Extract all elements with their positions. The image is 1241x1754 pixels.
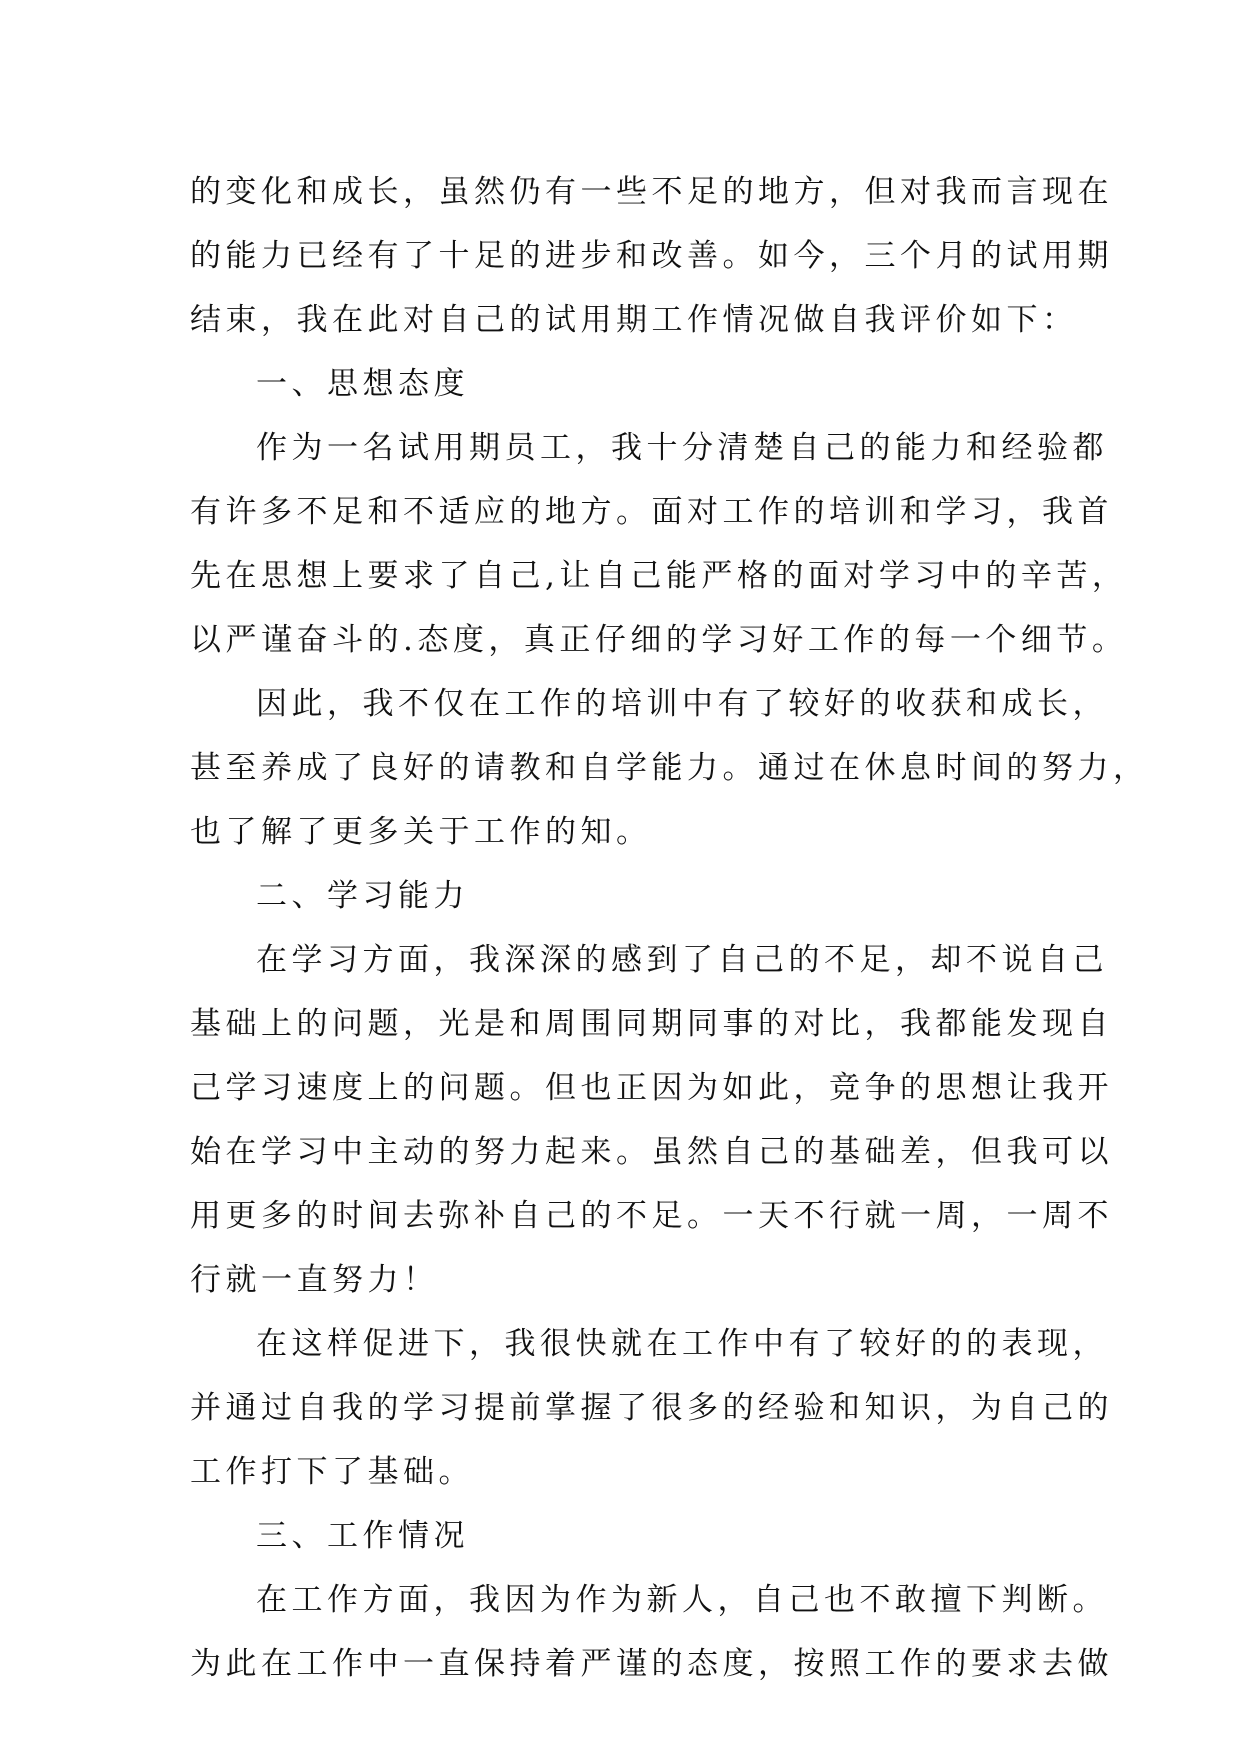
text-line: 基础上的问题，光是和周围同期同事的对比，我都能发现自 xyxy=(190,1006,1113,1042)
text-line: 作为一名试用期员工，我十分清楚自己的能力和经验都 xyxy=(256,430,1108,466)
document-body xyxy=(190,160,1149,1696)
text-line: 结束，我在此对自己的试用期工作情况做自我评价如下： xyxy=(190,302,1078,338)
text-line: 的能力已经有了十足的进步和改善。如今，三个月的试用期 xyxy=(190,238,1113,274)
text-line: 因此，我不仅在工作的培训中有了较好的收获和成长， xyxy=(256,686,1108,722)
section-heading: 一、思想态度 xyxy=(256,366,469,402)
text-line: 先在思想上要求了自己,让自己能严格的面对学习中的辛苦， xyxy=(190,558,1128,594)
text-line: 也了解了更多关于工作的知。 xyxy=(190,814,652,850)
text-line: 并通过自我的学习提前掌握了很多的经验和知识，为自己的 xyxy=(190,1390,1113,1426)
section-heading: 二、学习能力 xyxy=(256,878,469,914)
text-line: 在学习方面，我深深的感到了自己的不足，却不说自己 xyxy=(256,942,1108,978)
text-line: 行就一直努力！ xyxy=(190,1262,439,1298)
text-line: 在工作方面，我因为作为新人，自己也不敢擅下判断。 xyxy=(256,1582,1108,1618)
text-line: 己学习速度上的问题。但也正因为如此，竞争的思想让我开 xyxy=(190,1070,1113,1106)
text-line: 的变化和成长，虽然仍有一些不足的地方，但对我而言现在 xyxy=(190,174,1113,210)
text-line: 在这样促进下，我很快就在工作中有了较好的的表现， xyxy=(256,1326,1108,1362)
text-line: 工作打下了基础。 xyxy=(190,1454,474,1490)
text-line: 以严谨奋斗的.态度，真正仔细的学习好工作的每一个细节。 xyxy=(190,622,1128,658)
text-line: 为此在工作中一直保持着严谨的态度，按照工作的要求去做 xyxy=(190,1646,1113,1682)
text-line: 用更多的时间去弥补自己的不足。一天不行就一周，一周不 xyxy=(190,1198,1113,1234)
section-heading: 三、工作情况 xyxy=(256,1518,469,1554)
text-line: 有许多不足和不适应的地方。面对工作的培训和学习，我首 xyxy=(190,494,1113,530)
text-line: 甚至养成了良好的请教和自学能力。通过在休息时间的努力， xyxy=(190,750,1149,786)
text-line: 始在学习中主动的努力起来。虽然自己的基础差，但我可以 xyxy=(190,1134,1113,1170)
